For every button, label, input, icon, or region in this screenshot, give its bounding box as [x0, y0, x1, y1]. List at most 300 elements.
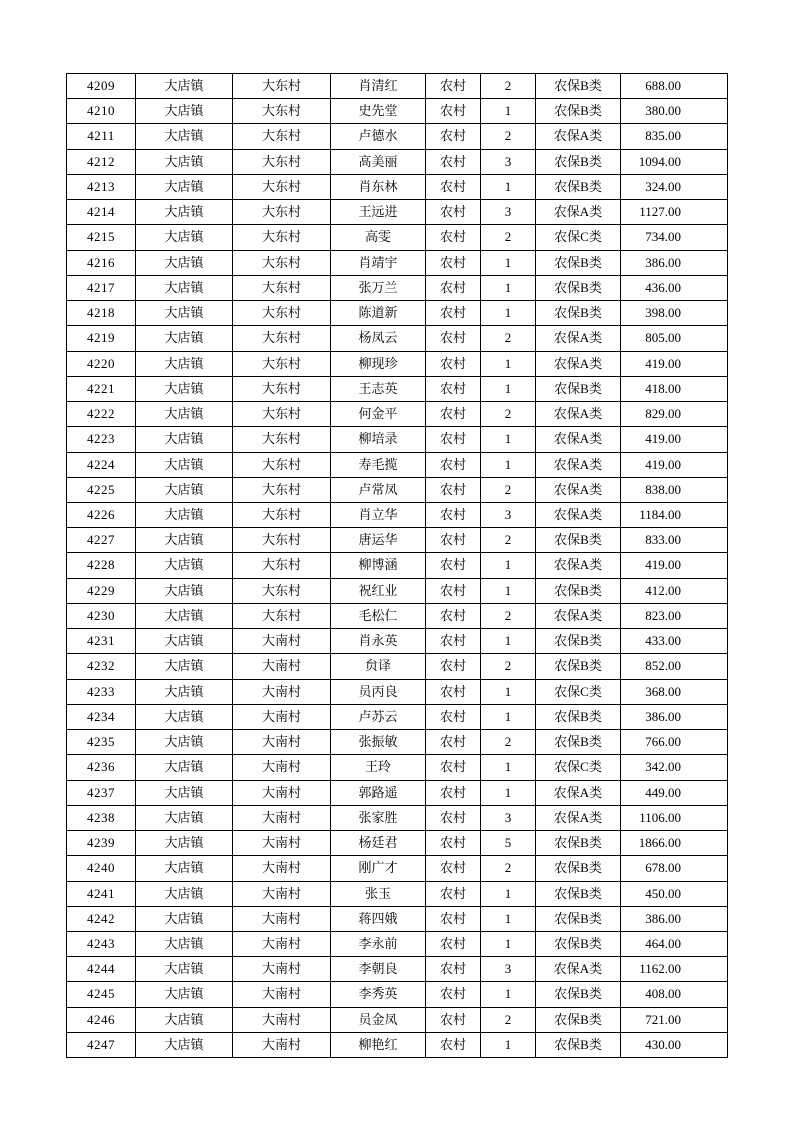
cell-name: 卢苏云 — [331, 704, 426, 729]
cell-count: 3 — [481, 502, 536, 527]
cell-name: 肖东林 — [331, 174, 426, 199]
cell-count: 2 — [481, 326, 536, 351]
cell-count: 1 — [481, 376, 536, 401]
table-row — [67, 502, 728, 527]
table-row — [67, 149, 728, 174]
cell-name: 柳培录 — [331, 427, 426, 452]
cell-amount: 433.00 — [621, 629, 728, 654]
table-row — [67, 74, 728, 99]
cell-residence: 农村 — [426, 780, 481, 805]
cell-village: 大东村 — [233, 528, 331, 553]
cell-id: 4223 — [67, 427, 136, 452]
cell-town: 大店镇 — [136, 124, 233, 149]
cell-amount: 1162.00 — [621, 957, 728, 982]
cell-count: 1 — [481, 301, 536, 326]
cell-category: 农保B类 — [536, 301, 621, 326]
cell-name: 杨廷君 — [331, 831, 426, 856]
table-row — [67, 931, 728, 956]
cell-residence: 农村 — [426, 704, 481, 729]
cell-village: 大东村 — [233, 351, 331, 376]
cell-category: 农保B类 — [536, 831, 621, 856]
cell-category: 农保B类 — [536, 931, 621, 956]
cell-residence: 农村 — [426, 74, 481, 99]
table-row — [67, 250, 728, 275]
cell-village: 大南村 — [233, 906, 331, 931]
cell-town: 大店镇 — [136, 704, 233, 729]
cell-village: 大南村 — [233, 755, 331, 780]
table-row — [67, 275, 728, 300]
cell-amount: 386.00 — [621, 906, 728, 931]
cell-count: 1 — [481, 931, 536, 956]
cell-category: 农保B类 — [536, 654, 621, 679]
table-row — [67, 679, 728, 704]
cell-id: 4242 — [67, 906, 136, 931]
cell-amount: 436.00 — [621, 275, 728, 300]
cell-town: 大店镇 — [136, 780, 233, 805]
cell-residence: 农村 — [426, 301, 481, 326]
cell-town: 大店镇 — [136, 427, 233, 452]
cell-village: 大南村 — [233, 931, 331, 956]
cell-name: 毛松仁 — [331, 603, 426, 628]
cell-residence: 农村 — [426, 957, 481, 982]
cell-name: 史先堂 — [331, 99, 426, 124]
cell-village: 大南村 — [233, 629, 331, 654]
cell-amount: 419.00 — [621, 427, 728, 452]
cell-town: 大店镇 — [136, 1032, 233, 1057]
cell-category: 农保A类 — [536, 502, 621, 527]
cell-residence: 农村 — [426, 730, 481, 755]
cell-village: 大东村 — [233, 275, 331, 300]
cell-category: 农保A类 — [536, 553, 621, 578]
cell-town: 大店镇 — [136, 679, 233, 704]
cell-town: 大店镇 — [136, 74, 233, 99]
cell-category: 农保B类 — [536, 982, 621, 1007]
cell-amount: 835.00 — [621, 124, 728, 149]
cell-town: 大店镇 — [136, 755, 233, 780]
cell-amount: 386.00 — [621, 704, 728, 729]
cell-residence: 农村 — [426, 477, 481, 502]
cell-village: 大南村 — [233, 780, 331, 805]
cell-residence: 农村 — [426, 528, 481, 553]
cell-name: 张万兰 — [331, 275, 426, 300]
table-row — [67, 755, 728, 780]
cell-residence: 农村 — [426, 603, 481, 628]
cell-category: 农保B类 — [536, 74, 621, 99]
cell-name: 张振敏 — [331, 730, 426, 755]
cell-count: 1 — [481, 1032, 536, 1057]
cell-category: 农保C类 — [536, 679, 621, 704]
cell-name: 柳现珍 — [331, 351, 426, 376]
table-body — [67, 74, 728, 1058]
cell-amount: 419.00 — [621, 452, 728, 477]
cell-id: 4221 — [67, 376, 136, 401]
cell-amount: 430.00 — [621, 1032, 728, 1057]
cell-village: 大东村 — [233, 603, 331, 628]
cell-name: 祝红业 — [331, 578, 426, 603]
cell-town: 大店镇 — [136, 99, 233, 124]
cell-amount: 450.00 — [621, 881, 728, 906]
cell-village: 大东村 — [233, 427, 331, 452]
cell-count: 2 — [481, 124, 536, 149]
cell-amount: 418.00 — [621, 376, 728, 401]
cell-category: 农保B类 — [536, 629, 621, 654]
cell-village: 大东村 — [233, 402, 331, 427]
cell-amount: 1184.00 — [621, 502, 728, 527]
cell-id: 4220 — [67, 351, 136, 376]
cell-count: 3 — [481, 149, 536, 174]
cell-count: 3 — [481, 200, 536, 225]
cell-town: 大店镇 — [136, 452, 233, 477]
cell-category: 农保A类 — [536, 957, 621, 982]
cell-id: 4240 — [67, 856, 136, 881]
cell-residence: 农村 — [426, 654, 481, 679]
cell-id: 4210 — [67, 99, 136, 124]
cell-town: 大店镇 — [136, 906, 233, 931]
cell-village: 大南村 — [233, 881, 331, 906]
cell-amount: 688.00 — [621, 74, 728, 99]
cell-town: 大店镇 — [136, 553, 233, 578]
cell-category: 农保B类 — [536, 250, 621, 275]
cell-category: 农保A类 — [536, 477, 621, 502]
cell-residence: 农村 — [426, 553, 481, 578]
cell-town: 大店镇 — [136, 301, 233, 326]
cell-name: 李朝良 — [331, 957, 426, 982]
cell-id: 4241 — [67, 881, 136, 906]
cell-count: 2 — [481, 856, 536, 881]
cell-village: 大东村 — [233, 174, 331, 199]
table-row — [67, 780, 728, 805]
cell-id: 4213 — [67, 174, 136, 199]
cell-residence: 农村 — [426, 326, 481, 351]
cell-category: 农保B类 — [536, 704, 621, 729]
cell-count: 1 — [481, 275, 536, 300]
cell-village: 大南村 — [233, 1007, 331, 1032]
table-row — [67, 553, 728, 578]
cell-id: 4216 — [67, 250, 136, 275]
cell-id: 4238 — [67, 805, 136, 830]
cell-id: 4228 — [67, 553, 136, 578]
cell-category: 农保B类 — [536, 528, 621, 553]
cell-category: 农保B类 — [536, 1007, 621, 1032]
cell-count: 5 — [481, 831, 536, 856]
cell-amount: 833.00 — [621, 528, 728, 553]
cell-count: 1 — [481, 452, 536, 477]
cell-name: 贠译 — [331, 654, 426, 679]
cell-town: 大店镇 — [136, 957, 233, 982]
cell-town: 大店镇 — [136, 730, 233, 755]
cell-name: 高雯 — [331, 225, 426, 250]
cell-town: 大店镇 — [136, 831, 233, 856]
cell-residence: 农村 — [426, 805, 481, 830]
cell-category: 农保A类 — [536, 427, 621, 452]
cell-town: 大店镇 — [136, 1007, 233, 1032]
cell-count: 1 — [481, 427, 536, 452]
cell-amount: 419.00 — [621, 351, 728, 376]
cell-town: 大店镇 — [136, 326, 233, 351]
cell-id: 4225 — [67, 477, 136, 502]
cell-count: 1 — [481, 704, 536, 729]
cell-residence: 农村 — [426, 755, 481, 780]
cell-amount: 464.00 — [621, 931, 728, 956]
cell-residence: 农村 — [426, 982, 481, 1007]
cell-amount: 412.00 — [621, 578, 728, 603]
table-row — [67, 99, 728, 124]
cell-town: 大店镇 — [136, 149, 233, 174]
cell-category: 农保B类 — [536, 376, 621, 401]
cell-count: 1 — [481, 250, 536, 275]
cell-count: 1 — [481, 351, 536, 376]
table-row — [67, 174, 728, 199]
cell-town: 大店镇 — [136, 225, 233, 250]
cell-id: 4233 — [67, 679, 136, 704]
table-row — [67, 402, 728, 427]
cell-id: 4235 — [67, 730, 136, 755]
cell-id: 4211 — [67, 124, 136, 149]
table-row — [67, 730, 728, 755]
cell-town: 大店镇 — [136, 402, 233, 427]
cell-id: 4234 — [67, 704, 136, 729]
cell-town: 大店镇 — [136, 351, 233, 376]
table-row — [67, 578, 728, 603]
cell-name: 陈道新 — [331, 301, 426, 326]
table-row — [67, 704, 728, 729]
cell-category: 农保A类 — [536, 780, 621, 805]
cell-amount: 1866.00 — [621, 831, 728, 856]
cell-id: 4214 — [67, 200, 136, 225]
cell-name: 王志英 — [331, 376, 426, 401]
cell-id: 4227 — [67, 528, 136, 553]
cell-count: 1 — [481, 99, 536, 124]
table-row — [67, 351, 728, 376]
table-row — [67, 427, 728, 452]
cell-id: 4229 — [67, 578, 136, 603]
benefit-roster-table — [66, 73, 728, 1058]
cell-category: 农保B类 — [536, 856, 621, 881]
cell-town: 大店镇 — [136, 805, 233, 830]
cell-amount: 805.00 — [621, 326, 728, 351]
cell-name: 王远进 — [331, 200, 426, 225]
table-row — [67, 452, 728, 477]
cell-amount: 368.00 — [621, 679, 728, 704]
cell-town: 大店镇 — [136, 881, 233, 906]
cell-amount: 449.00 — [621, 780, 728, 805]
cell-town: 大店镇 — [136, 477, 233, 502]
cell-count: 2 — [481, 402, 536, 427]
cell-id: 4215 — [67, 225, 136, 250]
table-row — [67, 200, 728, 225]
cell-name: 肖永英 — [331, 629, 426, 654]
cell-name: 肖清红 — [331, 74, 426, 99]
cell-id: 4231 — [67, 629, 136, 654]
cell-id: 4212 — [67, 149, 136, 174]
cell-amount: 678.00 — [621, 856, 728, 881]
table-row — [67, 906, 728, 931]
cell-name: 蒋四娥 — [331, 906, 426, 931]
cell-category: 农保A类 — [536, 805, 621, 830]
cell-village: 大东村 — [233, 477, 331, 502]
cell-count: 2 — [481, 477, 536, 502]
cell-count: 1 — [481, 780, 536, 805]
cell-residence: 农村 — [426, 275, 481, 300]
cell-residence: 农村 — [426, 856, 481, 881]
cell-category: 农保B类 — [536, 730, 621, 755]
cell-amount: 398.00 — [621, 301, 728, 326]
cell-amount: 852.00 — [621, 654, 728, 679]
table-row — [67, 856, 728, 881]
table-row — [67, 805, 728, 830]
cell-id: 4218 — [67, 301, 136, 326]
cell-category: 农保A类 — [536, 124, 621, 149]
cell-category: 农保A类 — [536, 326, 621, 351]
cell-name: 柳艳红 — [331, 1032, 426, 1057]
table-row — [67, 301, 728, 326]
cell-category: 农保A类 — [536, 200, 621, 225]
cell-village: 大东村 — [233, 578, 331, 603]
cell-village: 大东村 — [233, 200, 331, 225]
cell-village: 大东村 — [233, 149, 331, 174]
cell-residence: 农村 — [426, 931, 481, 956]
cell-name: 高美丽 — [331, 149, 426, 174]
cell-amount: 1127.00 — [621, 200, 728, 225]
cell-village: 大东村 — [233, 74, 331, 99]
cell-amount: 380.00 — [621, 99, 728, 124]
cell-name: 何金平 — [331, 402, 426, 427]
cell-residence: 农村 — [426, 906, 481, 931]
cell-amount: 419.00 — [621, 553, 728, 578]
cell-id: 4230 — [67, 603, 136, 628]
cell-category: 农保A类 — [536, 351, 621, 376]
cell-name: 柳博涵 — [331, 553, 426, 578]
cell-amount: 766.00 — [621, 730, 728, 755]
cell-town: 大店镇 — [136, 629, 233, 654]
cell-amount: 386.00 — [621, 250, 728, 275]
cell-id: 4244 — [67, 957, 136, 982]
cell-town: 大店镇 — [136, 376, 233, 401]
cell-count: 1 — [481, 755, 536, 780]
cell-town: 大店镇 — [136, 174, 233, 199]
cell-amount: 342.00 — [621, 755, 728, 780]
cell-count: 1 — [481, 553, 536, 578]
cell-count: 2 — [481, 654, 536, 679]
cell-id: 4226 — [67, 502, 136, 527]
cell-id: 4246 — [67, 1007, 136, 1032]
cell-count: 2 — [481, 730, 536, 755]
cell-category: 农保B类 — [536, 275, 621, 300]
cell-village: 大东村 — [233, 301, 331, 326]
table-row — [67, 957, 728, 982]
cell-town: 大店镇 — [136, 578, 233, 603]
cell-town: 大店镇 — [136, 275, 233, 300]
cell-village: 大南村 — [233, 704, 331, 729]
cell-amount: 408.00 — [621, 982, 728, 1007]
cell-id: 4243 — [67, 931, 136, 956]
cell-count: 1 — [481, 982, 536, 1007]
cell-count: 1 — [481, 174, 536, 199]
table-row — [67, 629, 728, 654]
cell-amount: 324.00 — [621, 174, 728, 199]
cell-category: 农保A类 — [536, 452, 621, 477]
cell-residence: 农村 — [426, 1032, 481, 1057]
cell-amount: 1106.00 — [621, 805, 728, 830]
cell-id: 4247 — [67, 1032, 136, 1057]
cell-count: 1 — [481, 679, 536, 704]
cell-id: 4237 — [67, 780, 136, 805]
cell-id: 4222 — [67, 402, 136, 427]
cell-village: 大东村 — [233, 124, 331, 149]
cell-category: 农保B类 — [536, 1032, 621, 1057]
cell-residence: 农村 — [426, 578, 481, 603]
table-row — [67, 603, 728, 628]
cell-residence: 农村 — [426, 351, 481, 376]
cell-town: 大店镇 — [136, 856, 233, 881]
cell-name: 张家胜 — [331, 805, 426, 830]
cell-village: 大东村 — [233, 553, 331, 578]
cell-residence: 农村 — [426, 629, 481, 654]
cell-village: 大南村 — [233, 805, 331, 830]
cell-name: 寿毛揽 — [331, 452, 426, 477]
cell-residence: 农村 — [426, 225, 481, 250]
cell-village: 大东村 — [233, 326, 331, 351]
cell-village: 大东村 — [233, 452, 331, 477]
table-row — [67, 225, 728, 250]
cell-category: 农保B类 — [536, 99, 621, 124]
cell-residence: 农村 — [426, 250, 481, 275]
cell-id: 4245 — [67, 982, 136, 1007]
table-row — [67, 831, 728, 856]
table-row — [67, 326, 728, 351]
cell-name: 肖立华 — [331, 502, 426, 527]
cell-village: 大东村 — [233, 225, 331, 250]
cell-id: 4219 — [67, 326, 136, 351]
cell-village: 大南村 — [233, 856, 331, 881]
cell-residence: 农村 — [426, 881, 481, 906]
cell-residence: 农村 — [426, 831, 481, 856]
cell-residence: 农村 — [426, 200, 481, 225]
cell-town: 大店镇 — [136, 931, 233, 956]
cell-residence: 农村 — [426, 99, 481, 124]
cell-town: 大店镇 — [136, 982, 233, 1007]
cell-name: 王玲 — [331, 755, 426, 780]
cell-id: 4239 — [67, 831, 136, 856]
cell-village: 大南村 — [233, 679, 331, 704]
cell-count: 1 — [481, 578, 536, 603]
cell-category: 农保B类 — [536, 149, 621, 174]
cell-category: 农保B类 — [536, 906, 621, 931]
cell-category: 农保B类 — [536, 174, 621, 199]
cell-name: 杨凤云 — [331, 326, 426, 351]
cell-name: 刚广才 — [331, 856, 426, 881]
cell-name: 张玉 — [331, 881, 426, 906]
cell-village: 大南村 — [233, 831, 331, 856]
cell-count: 2 — [481, 225, 536, 250]
cell-residence: 农村 — [426, 502, 481, 527]
cell-village: 大东村 — [233, 250, 331, 275]
cell-count: 2 — [481, 603, 536, 628]
table-row — [67, 1032, 728, 1057]
cell-count: 2 — [481, 74, 536, 99]
cell-amount: 734.00 — [621, 225, 728, 250]
cell-name: 李永前 — [331, 931, 426, 956]
cell-residence: 农村 — [426, 174, 481, 199]
cell-category: 农保C类 — [536, 225, 621, 250]
cell-residence: 农村 — [426, 452, 481, 477]
cell-name: 卢常凤 — [331, 477, 426, 502]
cell-name: 卢德水 — [331, 124, 426, 149]
table-row — [67, 881, 728, 906]
cell-count: 1 — [481, 906, 536, 931]
cell-count: 1 — [481, 629, 536, 654]
cell-village: 大南村 — [233, 654, 331, 679]
